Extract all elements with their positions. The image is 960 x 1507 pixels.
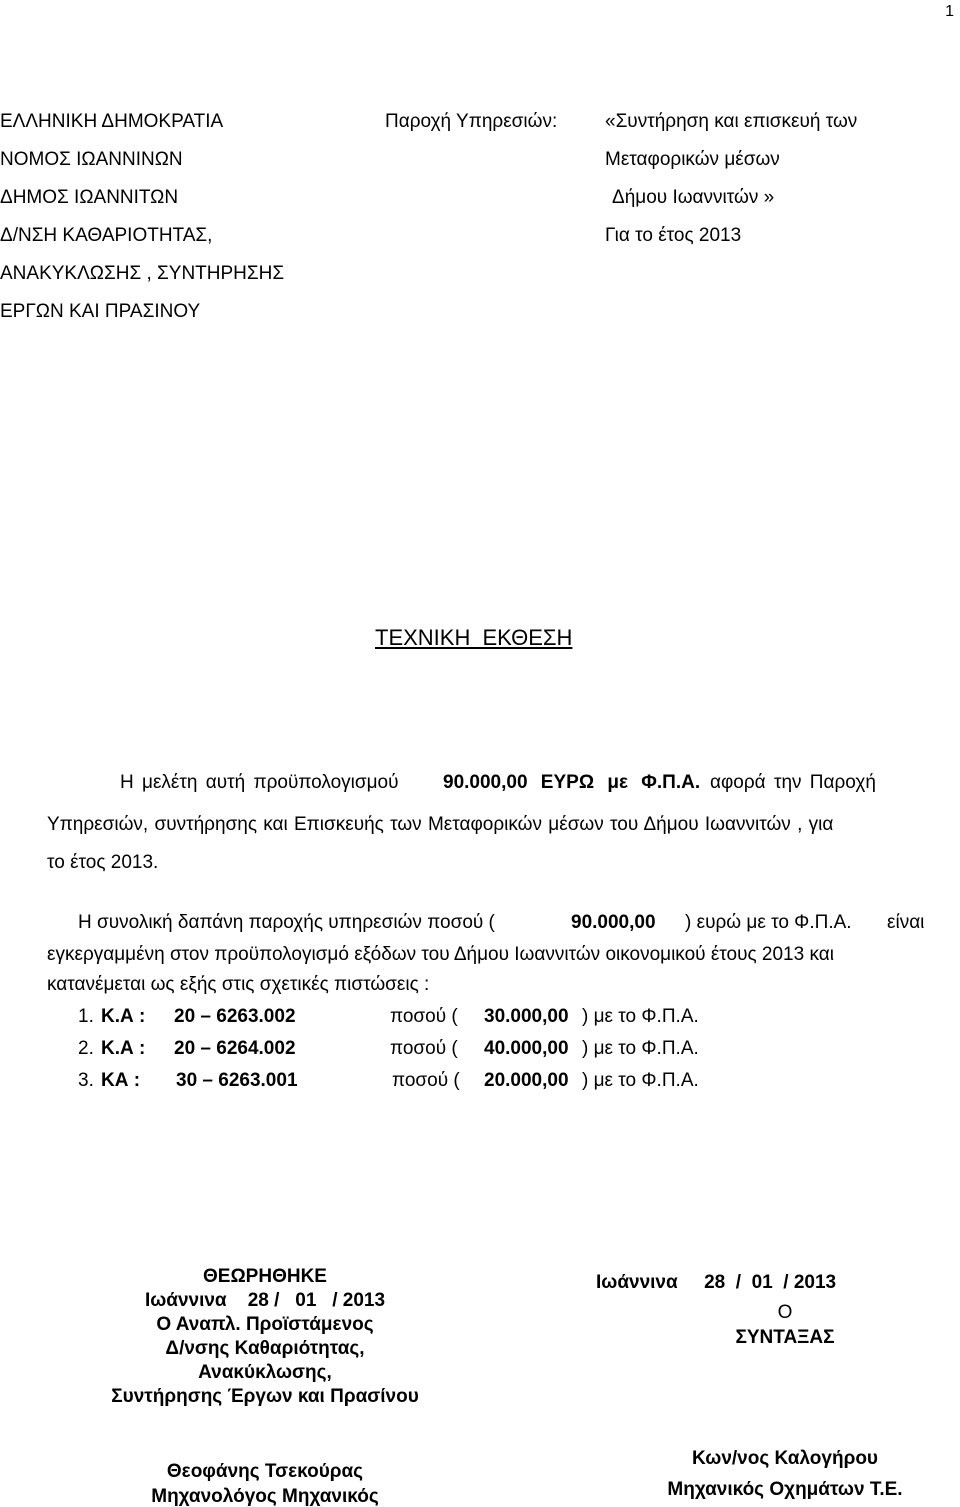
- authority-line: ΔΗΜΟΣ ΙΩΑΝΝΙΤΩΝ: [0, 187, 179, 208]
- paragraph-text: Η μελέτη αυτή προϋπολογισμού: [120, 772, 399, 793]
- service-label: Παροχή Υπηρεσιών:: [385, 111, 558, 132]
- author-name: Κων/νος Καλογήρου: [691, 1448, 878, 1469]
- allocation-tail: ) με το Φ.Π.Α.: [582, 1006, 699, 1027]
- paragraph-text: κατανέμεται ως εξής στις σχετικές πιστώσεις :: [47, 974, 430, 995]
- allocation-tail: ) με το Φ.Π.Α.: [582, 1070, 699, 1091]
- approver-title: Συντήρησης Έργων και Πρασίνου: [111, 1386, 419, 1407]
- approver-specialty: Μηχανολόγος Μηχανικός: [151, 1486, 379, 1507]
- approval-heading: ΘΕΩΡΗΘΗΚΕ: [203, 1266, 327, 1287]
- authority-line: ΑΝΑΚΥΚΛΩΣΗΣ , ΣΥΝΤΗΡΗΣΗΣ: [0, 263, 285, 284]
- author-date: Ιωάννινα 28 / 01 / 2013: [596, 1272, 837, 1293]
- allocation-posou: ποσού (: [392, 1070, 465, 1091]
- total-amount: 90.000,00: [571, 912, 656, 933]
- approver-title: Δ/νσης Καθαριότητας,: [165, 1338, 365, 1359]
- authority-line: ΝΟΜΟΣ ΙΩΑΝΝΙΝΩΝ: [0, 149, 183, 170]
- allocation-number: 1.: [78, 1006, 94, 1027]
- allocation-posou: ποσού (: [390, 1038, 463, 1059]
- approver-title: Ανακύκλωσης,: [198, 1362, 332, 1383]
- paragraph-text: το έτος 2013.: [47, 852, 159, 873]
- project-title-line: «Συντήρηση και επισκευή των: [605, 111, 858, 132]
- author-article: Ο: [777, 1302, 793, 1323]
- paragraph-text: εγκεργαμμένη στον προϋπολογισμό εξόδων του Δήμου Ιωαννιτών οικονομικού έτους 2013 και: [47, 944, 834, 965]
- allocation-amount: 40.000,00: [484, 1038, 569, 1059]
- allocation-ka: ΚΑ :: [101, 1070, 141, 1091]
- allocation-code: 30 – 6263.001: [176, 1070, 298, 1091]
- allocation-posou: ποσού (: [390, 1006, 463, 1027]
- approver-name: Θεοφάνης Τσεκούρας: [166, 1461, 364, 1482]
- project-title-line: Μεταφορικών μέσων: [605, 149, 780, 170]
- authority-line: ΕΡΓΩΝ ΚΑΙ ΠΡΑΣΙΝΟΥ: [0, 301, 201, 322]
- allocation-code: 20 – 6263.002: [174, 1006, 296, 1027]
- allocation-ka: Κ.Α :: [101, 1038, 146, 1059]
- author-specialty: Μηχανικός Οχημάτων Τ.Ε.: [667, 1479, 903, 1500]
- project-year-line: Για το έτος 2013: [605, 225, 742, 246]
- allocation-ka: Κ.Α :: [101, 1006, 146, 1027]
- allocation-code: 20 – 6264.002: [174, 1038, 296, 1059]
- paragraph-text: αφορά την Παροχή: [710, 772, 876, 793]
- paragraph-text: είναι: [887, 912, 925, 933]
- budget-amount: 90.000,00 ΕΥΡΩ με Φ.Π.Α.: [443, 772, 701, 793]
- allocation-amount: 30.000,00: [484, 1006, 569, 1027]
- project-title-line: Δήμου Ιωαννιτών »: [612, 187, 775, 208]
- paragraph-text: Η συνολική δαπάνη παροχής υπηρεσιών ποσού (: [78, 912, 495, 933]
- authority-line: ΕΛΛΗΝΙΚΗ ΔΗΜΟΚΡΑΤΙΑ: [0, 111, 224, 132]
- paragraph-text: ) ευρώ με το Φ.Π.Α.: [685, 912, 852, 933]
- allocation-number: 2.: [78, 1038, 94, 1059]
- allocation-number: 3.: [78, 1070, 94, 1091]
- authority-line: Δ/ΝΣΗ ΚΑΘΑΡΙΟΤΗΤΑΣ,: [0, 225, 213, 246]
- allocation-amount: 20.000,00: [484, 1070, 569, 1091]
- page-number: 1: [945, 3, 954, 20]
- author-heading: ΣΥΝΤΑΞΑΣ: [735, 1327, 835, 1348]
- approver-title: Ο Αναπλ. Προϊστάμενος: [156, 1314, 374, 1335]
- approval-date: Ιωάννινα 28 / 01 / 2013: [144, 1290, 386, 1311]
- document-title: ΤΕΧΝΙΚΗ ΕΚΘΕΣΗ: [375, 625, 573, 650]
- paragraph-text: Υπηρεσιών, συντήρησης και Επισκευής των Μεταφορικών μέσων του Δήμου Ιωαννιτών , για: [47, 814, 834, 835]
- allocation-tail: ) με το Φ.Π.Α.: [582, 1038, 699, 1059]
